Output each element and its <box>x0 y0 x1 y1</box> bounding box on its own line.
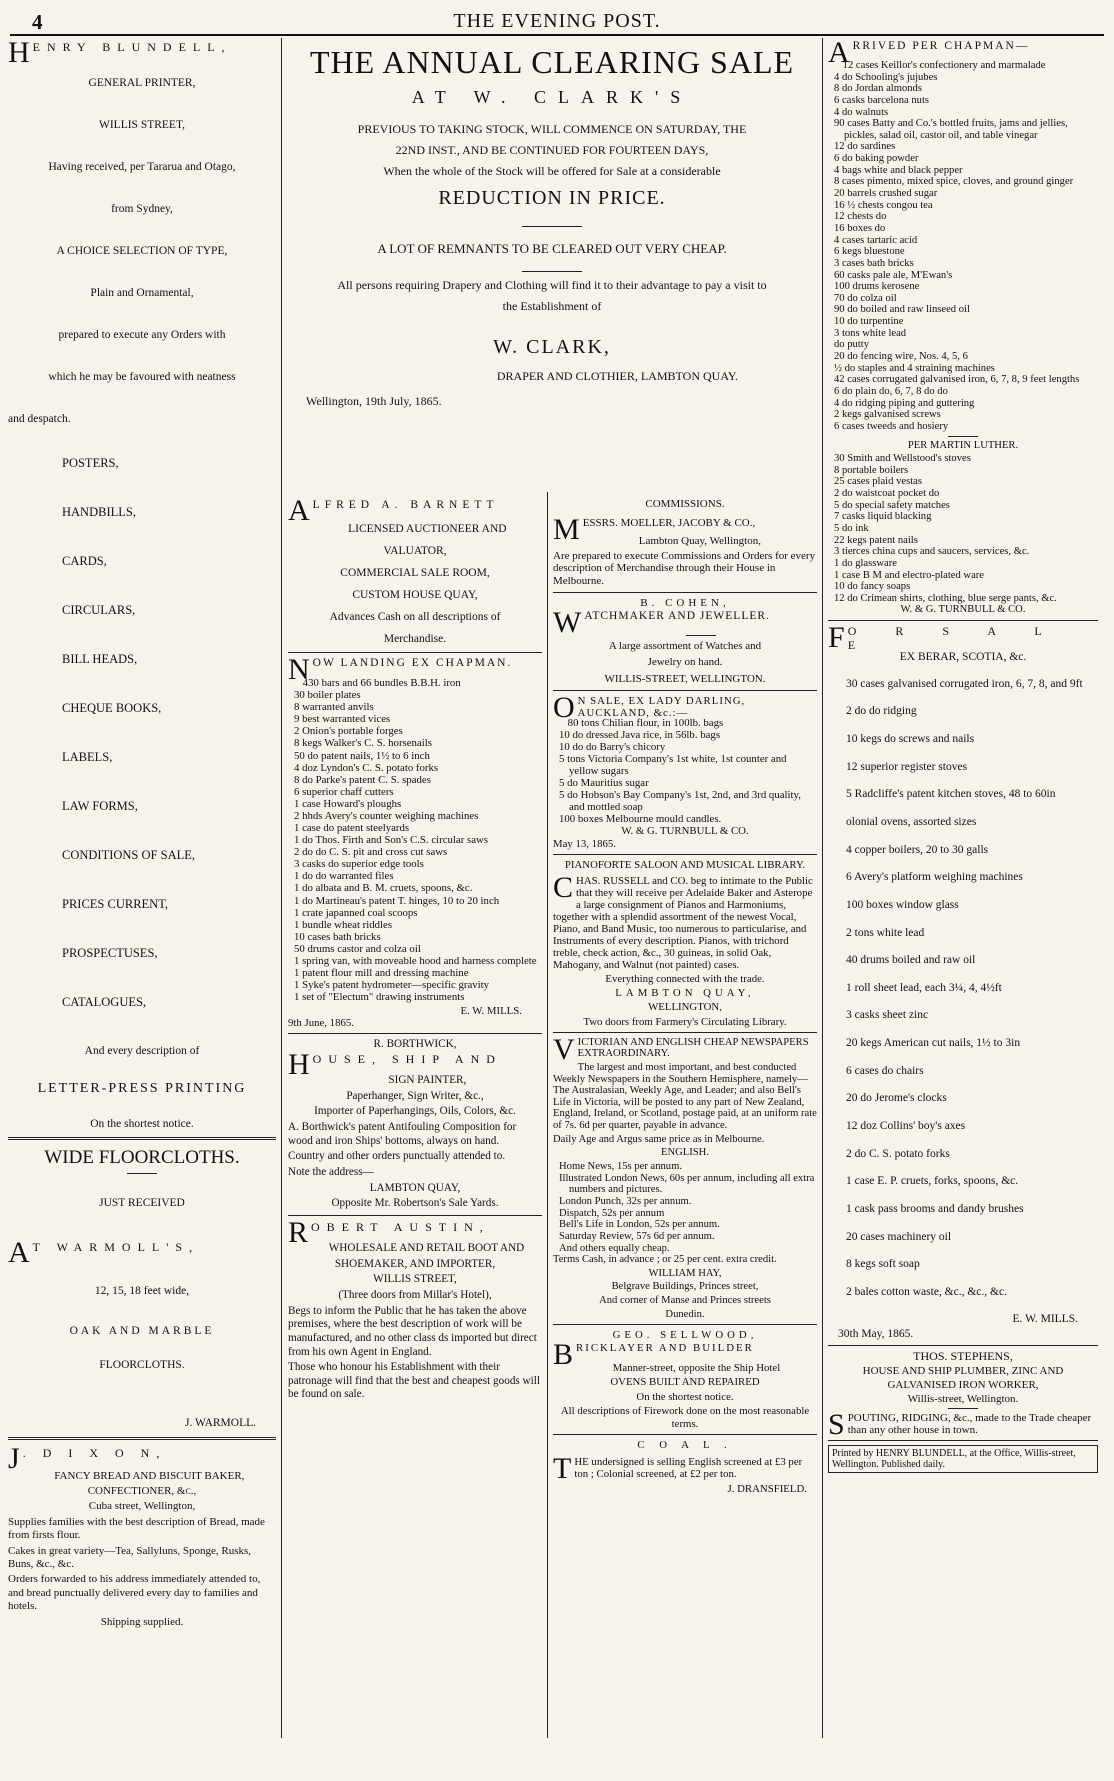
ad-line: Two doors from Farmery's Circulating Library. <box>583 1015 787 1028</box>
ad-line: VALUATOR, <box>383 545 447 558</box>
list-item: 2 hhds Avery's counter weighing machines <box>294 809 479 822</box>
ad-line: OAK AND MARBLE <box>69 1325 215 1338</box>
list-item: 90 cases Batty and Co.'s bottled fruits, jams and jellies, pickles, salad oil, castor oil, and table vinegar <box>834 118 1068 141</box>
list-item: 4 cases tartaric acid <box>834 234 918 246</box>
list-item: 1 set of "Electum" drawing instruments <box>294 991 465 1004</box>
ad-line: (Three doors from Millar's Hotel), <box>338 1288 492 1301</box>
list-item: 1 case E. P. cruets, forks, spoons, &c. <box>846 1175 1019 1188</box>
blundell-ad <box>8 40 276 1131</box>
list-item: 4 do Schooling's jujubes <box>834 71 938 83</box>
list-item: London Punch, 32s per annum. <box>559 1195 692 1207</box>
ad-heading: THE ANNUAL CLEARING SALE <box>309 44 795 80</box>
list-item: 6 Avery's platform weighing machines <box>846 871 1023 884</box>
list-item: 1 bundle wheat riddles <box>294 918 393 931</box>
list-item: 8 kegs soft soap <box>846 1258 920 1271</box>
list-item: 100 boxes window glass <box>846 898 959 911</box>
drop-cap: A <box>8 1236 30 1270</box>
list-item: 40 drums boiled and raw oil <box>846 954 976 967</box>
ad-line: WHOLESALE AND RETAIL BOOT AND <box>328 1241 525 1254</box>
list-item: 12 do Crimean shirts, clothing, blue serge pants, &c. <box>834 592 1057 604</box>
advertiser-name: RICKLAYER AND BUILDER <box>576 1341 754 1354</box>
advertiser-name: ENRY BLUNDELL, <box>32 40 232 54</box>
list-item: 10 do do Barry's chicory <box>559 740 666 753</box>
list-item: CATALOGUES, <box>62 995 147 1010</box>
list-item: 5 do ink <box>834 522 869 534</box>
ad-line: Opposite Mr. Robertson's Sale Yards. <box>331 1197 499 1210</box>
list-item: 20 cases machinery oil <box>846 1230 952 1243</box>
list-item: 4 do walnuts <box>834 106 889 118</box>
list-item: CHEQUE BOOKS, <box>62 701 162 716</box>
list-item: 10 do fancy soaps <box>834 581 911 593</box>
drop-cap: O <box>553 690 575 724</box>
forsale-items-list <box>828 678 1098 1299</box>
arrived-ad <box>828 40 1098 616</box>
list-item: 12 doz Collins' boy's axes <box>846 1120 966 1132</box>
pianoforte-ad <box>553 859 817 1028</box>
ad-line: And corner of Manse and Princes streets <box>599 1295 771 1307</box>
list-item: 50 drums castor and colza oil <box>294 942 421 955</box>
ad-line: WELLINGTON, <box>648 1001 722 1014</box>
list-item: 80 tons Chilian flour, in 100lb. bags <box>567 716 724 729</box>
ad-line: Importer of Paperhangings, Oils, Colors, &c. <box>314 1105 516 1118</box>
list-item: Home News, 15s per annum. <box>559 1161 682 1173</box>
ad-subheading: EX BERAR, SCOTIA, &c. <box>899 651 1027 664</box>
advertiser-name: OUSE, SHIP AND <box>312 1052 502 1067</box>
ad-line: On the shortest notice. <box>90 1118 194 1131</box>
printer-imprint: Printed by HENRY BLUNDELL, at the Office, Willis-street, Wellington. Published daily. <box>828 1445 1098 1473</box>
ad-signature: E. W. MILLS. <box>460 1005 522 1018</box>
list-item: 1 Syke's patent hydrometer—specific gravity <box>294 979 490 992</box>
ad-line: A large assortment of Watches and <box>608 639 762 652</box>
cohen-ad <box>553 597 817 686</box>
list-item: 8 cases pimento, mixed spice, cloves, and ground ginger <box>834 176 1074 188</box>
ad-line: CONFECTIONER, &c., <box>87 1484 197 1497</box>
list-item: ½ do staples and 4 straining machines <box>834 362 995 374</box>
ad-line: Note the address— <box>288 1165 374 1178</box>
drop-cap: F <box>828 621 845 655</box>
list-item: PRICES CURRENT, <box>62 897 169 912</box>
list-item: 30 boiler plates <box>294 689 361 702</box>
list-item: 10 kegs do screws and nails <box>846 733 975 746</box>
list-item: 12 cases Keillor's confectionery and marmalade <box>842 60 1046 71</box>
clearing-sale-ad <box>286 40 818 488</box>
list-item: 1 do Martineau's patent T. hinges, 10 to 20 inch <box>294 894 500 907</box>
ad-date: Wellington, 19th July, 1865. <box>306 394 442 408</box>
ad-line: Shipping supplied. <box>100 1615 184 1628</box>
ad-line: COMMERCIAL SALE ROOM, <box>340 567 490 580</box>
list-item: CONDITIONS OF SALE, <box>62 848 195 863</box>
column-rule <box>822 38 823 1738</box>
column-rule <box>547 492 548 1738</box>
list-item: 12 chests do <box>834 211 887 223</box>
ad-signature: W. CLARK, <box>493 336 611 358</box>
arrived-items-list <box>828 60 1098 433</box>
ad-body: HAS. RUSSELL and CO. beg to intimate to the Public that they will receive per Adelaide Baker and Asterope a large consignment of Pianos and Harmoniums, together with a splendid assortment of the newest Vocal, Piano, and Band Music, too numerous to particularise, and Instruments of every description. Pianos, with trichord treble, check action, &c., 30 guineas, in solid Oak, Mahogany, and Walnut (not painted) cases. <box>553 874 813 972</box>
ad-heading: OW LANDING EX CHAPMAN. <box>312 657 513 670</box>
drop-cap: R <box>288 1215 309 1249</box>
ad-line: the Establishment of <box>502 299 602 313</box>
list-item: POSTERS, <box>62 456 119 471</box>
list-item: 100 drums kerosene <box>834 281 920 293</box>
column-4 <box>828 40 1098 1740</box>
drop-cap: J <box>8 1441 20 1475</box>
list-item: 1 do do warranted files <box>294 870 394 883</box>
list-item: 1 case Howard's ploughs <box>294 797 402 810</box>
ad-line: which he may be favoured with neatness <box>48 371 236 384</box>
list-item: 1 do albata and B. M. cruets, spoons, &c. <box>294 882 473 895</box>
list-item: 4 bags white and black pepper <box>834 164 963 176</box>
list-item: BILL HEADS, <box>62 652 138 667</box>
list-item: 30 Smith and Wellstood's stoves <box>834 453 971 465</box>
list-item: 6 cases tweeds and hosiery <box>834 420 949 432</box>
list-item: LABELS, <box>62 750 113 765</box>
list-item: 3 tierces china cups and saucers, services, &c. <box>834 546 1030 558</box>
ad-heading: COMMISSIONS. <box>645 498 725 510</box>
column-2 <box>288 498 542 1738</box>
ad-line: Everything connected with the trade. <box>605 973 765 986</box>
list-item: 3 cases bath bricks <box>834 257 914 269</box>
ad-heading: N SALE, EX LADY DARLING, AUCKLAND, &c.:— <box>577 694 746 719</box>
ad-heading: GEO. SELLWOOD, <box>612 1329 758 1342</box>
newspapers-ad <box>553 1032 817 1321</box>
list-item: Saturday Review, 57s 6d per annum. <box>559 1230 715 1242</box>
list-item: 1 case B M and electro-plated ware <box>834 569 985 581</box>
list-item: 1 spring van, with moveable hood and harness complete <box>294 954 537 967</box>
ad-signature: W. & G. TURNBULL & CO. <box>900 604 1026 616</box>
ad-line: Lambton Quay, Wellington, <box>638 534 761 547</box>
list-item: 1 do Thos. Firth and Son's C.S. circular saws <box>294 834 488 847</box>
ad-line: FLOORCLOTHS. <box>99 1359 185 1372</box>
drop-cap: H <box>288 1048 310 1082</box>
luther-items-list <box>828 453 1098 604</box>
list-item: 12 superior register stoves <box>846 760 968 773</box>
list-item: 4 doz Lyndon's C. S. potato forks <box>294 761 439 774</box>
ad-line: Cakes in great variety—Tea, Sallyluns, Sponge, Rusks, Buns, &c., &c. <box>8 1544 252 1570</box>
borthwick-ad <box>288 1038 542 1211</box>
ad-line: JUST RECEIVED <box>99 1197 185 1210</box>
list-item: LAW FORMS, <box>62 799 138 814</box>
ad-heading: PIANOFORTE SALOON AND MUSICAL LIBRARY. <box>564 858 806 871</box>
list-item: 8 warranted anvils <box>294 701 374 714</box>
list-item: 3 casks sheet zinc <box>846 1009 929 1022</box>
commissions-ad <box>553 498 817 588</box>
list-item: 8 do Jordan almonds <box>834 83 922 95</box>
list-item: 2 do do C. S. pit and cross cut saws <box>294 846 448 859</box>
ad-heading: R. BORTHWICK, <box>373 1038 457 1051</box>
list-item: 430 bars and 66 bundles B.B.H. iron <box>302 677 461 690</box>
ad-signature: E. W. MILLS. <box>1012 1313 1078 1326</box>
list-item: 8 kegs Walker's C. S. horsenails <box>294 737 432 750</box>
dixon-ad <box>8 1441 276 1629</box>
list-item: 50 do patent nails, 1½ to 6 inch <box>294 749 430 762</box>
list-item: 8 do Parke's patent C. S. spades <box>294 773 431 786</box>
ad-line: LICENSED AUCTIONEER AND <box>348 523 507 535</box>
ad-signature: W. & G. TURNBULL & CO. <box>621 825 749 838</box>
ad-line: Orders forwarded to his address immediately attended to, and bread punctually delivered every day to families and hotels. <box>8 1573 261 1613</box>
ad-heading: ICTORIAN AND ENGLISH CHEAP NEWSPAPERS EXTRAORDINARY. <box>577 1036 809 1060</box>
drop-cap: M <box>553 512 580 546</box>
ad-line: 12, 15, 18 feet wide, <box>94 1285 190 1298</box>
list-item: 6 casks barcelona nuts <box>834 94 930 106</box>
drop-cap: C <box>553 870 574 904</box>
ad-heading: THOS. STEPHENS, <box>913 1348 1013 1363</box>
barnett-ad <box>288 498 542 646</box>
list-item: 1 cask pass brooms and dandy brushes <box>846 1202 1024 1215</box>
ad-line: A CHOICE SELECTION OF TYPE, <box>56 245 228 258</box>
ad-line: Jewelry on hand. <box>647 656 723 669</box>
list-item: 5 Radcliffe's patent kitchen stoves, 48 to 60in <box>846 788 1056 801</box>
stephens-ad <box>828 1348 1098 1442</box>
ad-heading: B. COHEN, <box>640 596 730 609</box>
ad-subheading: ENGLISH. <box>661 1147 709 1159</box>
landing-items-list <box>288 677 542 1003</box>
ad-heading: WIDE FLOORCLOTHS. <box>44 1147 240 1169</box>
ad-line: prepared to execute any Orders with <box>58 329 226 342</box>
list-item: 5 do Hobson's Bay Company's 1st, 2nd, and 3rd quality, and mottled soap <box>559 789 801 814</box>
ad-date: May 13, 1865. <box>553 837 616 850</box>
list-item: 1 do glassware <box>834 557 897 569</box>
list-item: 2 do C. S. potato forks <box>846 1147 950 1160</box>
drop-cap: S <box>828 1408 845 1442</box>
forsale-ad <box>828 621 1098 1341</box>
list-item: 4 copper boilers, 20 to 30 galls <box>846 843 989 856</box>
ad-signature: WILLIAM HAY, <box>648 1267 722 1279</box>
list-item: 8 portable boilers <box>834 464 909 476</box>
list-item: olonial ovens, assorted sizes <box>846 815 977 828</box>
list-item: 3 tons white lead <box>834 327 907 339</box>
list-item: 10 do turpentine <box>834 316 904 328</box>
ad-line: OVENS BUILT AND REPAIRED <box>610 1376 760 1389</box>
ad-line: Cuba street, Wellington, <box>88 1500 196 1513</box>
ad-line: LAMBTON QUAY, <box>615 987 755 1000</box>
ad-line: CUSTOM HOUSE QUAY, <box>352 589 478 602</box>
ad-line: Advances Cash on all descriptions of <box>329 611 501 624</box>
ad-heading: RRIVED PER CHAPMAN— <box>852 40 1030 52</box>
column-rule <box>281 38 282 1738</box>
drop-cap: T <box>553 1451 572 1485</box>
list-item: 25 cases plaid vestas <box>834 476 922 488</box>
list-item: 42 cases corrugated galvanised iron, 6, 7, 8, 9 feet lengths <box>834 374 1080 386</box>
ad-line: 22ND INST., AND BE CONTINUED FOR FOURTEEN DAYS, <box>395 143 709 157</box>
drop-cap: V <box>553 1032 575 1066</box>
list-item: 10 cases bath bricks <box>294 930 381 943</box>
ad-line: Plain and Ornamental, <box>90 287 194 300</box>
list-item: Dispatch, 52s per annum <box>559 1207 665 1219</box>
list-item: CARDS, <box>62 554 107 569</box>
ad-line: A. Borthwick's patent Antifouling Composition for wood and iron Ships' bottoms, always on hand. <box>288 1120 517 1147</box>
masthead <box>10 6 1104 36</box>
ad-line: from Sydney, <box>111 203 173 216</box>
ad-line: WILLIS STREET, <box>373 1273 457 1286</box>
ad-line: Dunedin. <box>665 1308 705 1320</box>
list-item: 3 casks do superior edge tools <box>294 858 424 871</box>
list-item: do putty <box>834 339 870 351</box>
newspapers-list <box>553 1161 817 1254</box>
advertiser-name: . D I X O N, <box>22 1445 167 1460</box>
ad-heading: REDUCTION IN PRICE. <box>438 187 666 209</box>
ad-line: And every description of <box>84 1045 200 1058</box>
drop-cap: W <box>553 605 582 639</box>
list-item: 10 do dressed Java rice, in 56lb. bags <box>559 728 721 741</box>
list-item: HANDBILLS, <box>62 505 136 520</box>
ad-heading: LETTER-PRESS PRINTING <box>37 1081 247 1097</box>
list-item: 16 ½ chests congou tea <box>834 199 933 211</box>
ad-line: T WARMOLL'S, <box>32 1240 200 1255</box>
list-item: 2 do do ridging <box>846 705 917 718</box>
ad-line: On the shortest notice. <box>636 1390 734 1403</box>
list-item: 6 do plain do, 6, 7, 8 do do <box>834 385 948 397</box>
list-item: 1 roll sheet lead, each 3¼, 4, 4½ft <box>846 981 1002 994</box>
list-item: 1 crate japanned coal scoops <box>294 906 418 919</box>
ad-line: Manner-street, opposite the Ship Hotel <box>612 1361 781 1374</box>
list-item: 20 barrels crushed sugar <box>834 188 938 200</box>
list-item: 1 case do patent steelyards <box>294 822 410 835</box>
ad-line: Paperhanger, Sign Writer, &c., <box>346 1089 484 1102</box>
column-1 <box>8 40 276 1740</box>
list-item: 9 best warranted vices <box>294 713 391 726</box>
sellwood-ad <box>553 1329 817 1430</box>
list-item: 6 superior chaff cutters <box>294 785 394 798</box>
ad-line: A LOT OF REMNANTS TO BE CLEARED OUT VERY CHEAP. <box>377 241 727 256</box>
list-item: 70 do colza oil <box>834 292 897 304</box>
ad-line: Supplies families with the best description of Bread, made from firsts flour. <box>8 1515 265 1542</box>
ad-line: HOUSE AND SHIP PLUMBER, ZINC AND <box>862 1364 1064 1377</box>
list-item: 60 casks pale ale, M'Ewan's <box>834 269 953 281</box>
ad-body: HE undersigned is selling English screened at £3 per ton ; Colonial screened, at £2 per ton. <box>574 1455 803 1481</box>
list-item: Illustrated London News, 60s per annum, including all extra numbers and pictures. <box>559 1172 815 1196</box>
list-item: And others equally cheap. <box>559 1242 670 1254</box>
ad-body: Terms Cash, in advance ; or 25 per cent. extra credit. <box>553 1254 777 1266</box>
list-item: PROSPECTUSES, <box>62 946 158 961</box>
list-item: 2 kegs galvanised screws <box>834 409 941 421</box>
austin-ad <box>288 1215 542 1402</box>
newspaper-title: THE EVENING POST. <box>453 10 661 32</box>
list-item: 4 do ridging piping and guttering <box>834 397 975 409</box>
list-item: 22 kegs patent nails <box>834 534 918 546</box>
drop-cap: B <box>553 1337 574 1371</box>
ad-signature: J. DRANSFIELD. <box>727 1483 807 1495</box>
list-item: 20 do Jerome's clocks <box>846 1092 947 1105</box>
ad-line: DRAPER AND CLOTHIER, LAMBTON QUAY. <box>496 369 738 383</box>
list-item: 6 cases do chairs <box>846 1064 924 1077</box>
ad-date: 30th May, 1865. <box>838 1328 914 1341</box>
ad-heading: C O A L . <box>637 1439 733 1452</box>
ad-body: Daily Age and Argus same price as in Melbourne. <box>553 1133 765 1145</box>
onsale-items-list <box>553 717 817 826</box>
list-item: 20 kegs American cut nails, 1½ to 3in <box>846 1037 1021 1050</box>
coal-ad <box>553 1439 817 1495</box>
ad-line: and despatch. <box>8 413 71 426</box>
ad-line: Those who honour his Establishment with their patronage will find that the best and cheapest goods will be found on sale. <box>288 1361 540 1401</box>
list-item: 2 tons white lead <box>846 926 925 939</box>
ad-line: Willis-street, Wellington. <box>907 1393 1019 1406</box>
ad-line: Country and other orders punctually attended to. <box>288 1150 506 1163</box>
column-3 <box>553 498 817 1738</box>
advertiser-name: OBERT AUSTIN, <box>311 1219 490 1234</box>
list-item: CIRCULARS, <box>62 603 136 618</box>
list-item: 6 do baking powder <box>834 153 919 165</box>
ad-line: GALVANISED IRON WORKER, <box>887 1379 1039 1392</box>
list-item: 6 kegs bluestone <box>834 246 905 258</box>
printing-products-list <box>8 456 276 1044</box>
ad-line: When the whole of the Stock will be offered for Sale at a considerable <box>383 164 721 178</box>
list-item: 100 boxes Melbourne mould candles. <box>559 813 722 826</box>
advertiser-name: ATCHMAKER AND JEWELLER. <box>584 609 770 622</box>
ad-line: All persons requiring Drapery and Clothing will find it to their advantage to pay a visit to <box>337 278 767 292</box>
ad-line: Are prepared to execute Commissions and Orders for every description of Merchandise through their House in Melbourne. <box>553 549 816 587</box>
list-item: 5 do special safety matches <box>834 499 950 511</box>
list-item: 2 Onion's portable forges <box>294 725 403 738</box>
ad-line: WILLIS-STREET, WELLINGTON. <box>604 673 766 685</box>
ad-subheading: PER MARTIN LUTHER. <box>907 439 1019 451</box>
ad-body: The largest and most important, and best conducted Weekly Newspapers in the Southern Hemisphere, namely—The Australasian, Weekly Age, and Leader; and also Bell's Life in Victoria, will be posted to any part of New Zealand, England, Ireland, or Scotland, postage paid, at an uniform rate of 7s. 6d per quarter, payable in advance. <box>553 1061 817 1132</box>
list-item: 5 tons Victoria Company's 1st white, 1st counter and yellow sugars <box>559 752 787 778</box>
list-item: Bell's Life in London, 52s per annum. <box>559 1219 720 1231</box>
ad-line: All descriptions of Firework done on the most reasonable terms. <box>560 1405 810 1430</box>
landing-ad <box>288 653 542 1030</box>
ad-line: SIGN PAINTER, <box>388 1074 467 1087</box>
list-item: 2 do waistcoat pocket do <box>834 488 940 500</box>
advertiser-name: LFRED A. BARNETT <box>312 499 499 511</box>
list-item: 1 patent flour mill and dressing machine <box>294 966 469 979</box>
ad-line: Having received, per Tararua and Otago, <box>48 161 236 174</box>
drop-cap: A <box>828 40 850 69</box>
ad-line: LAMBTON QUAY, <box>369 1181 461 1194</box>
list-item: 7 casks liquid blacking <box>834 511 932 523</box>
ad-line: Begs to inform the Public that he has taken the above premises, where the best description of work will be manufactured, and no other class ds imported but direct from his own Agent in England. <box>288 1304 537 1358</box>
list-item: 5 do Mauritius sugar <box>559 777 649 790</box>
floorcloths-ad <box>8 1146 276 1430</box>
list-item: 90 do boiled and raw linseed oil <box>834 304 970 316</box>
list-item: 2 bales cotton waste, &c., &c., &c. <box>846 1285 1007 1298</box>
ad-line: SHOEMAKER, AND IMPORTER, <box>334 1257 496 1270</box>
list-item: 30 cases galvanised corrugated iron, 6, 7, 8, and 9ft <box>846 677 1083 690</box>
ad-subheading: AT W. CLARK'S <box>411 87 693 107</box>
ad-line: Belgrave Buildings, Princes street, <box>611 1281 759 1293</box>
ad-date: 9th June, 1865. <box>288 1017 354 1030</box>
ad-line: Merchandise. <box>383 633 447 646</box>
ad-line: WILLIS STREET, <box>98 119 186 132</box>
ad-line: FANCY BREAD AND BISCUIT BAKER, <box>54 1469 245 1482</box>
list-item: 20 do fencing wire, Nos. 4, 5, 6 <box>834 351 968 363</box>
ad-line: PREVIOUS TO TAKING STOCK, WILL COMMENCE ON SATURDAY, THE <box>357 122 747 136</box>
advertiser-name: ESSRS. MOELLER, JACOBY & CO., <box>582 516 756 529</box>
drop-cap: A <box>288 498 310 527</box>
list-item: 16 boxes do <box>834 222 886 234</box>
drop-cap: H <box>8 40 30 69</box>
drop-cap: N <box>288 653 310 687</box>
ad-heading: O R S A L E <box>847 624 1060 652</box>
ad-signature: J. WARMOLL. <box>184 1417 256 1430</box>
onsale-ad <box>553 690 817 850</box>
ad-body: POUTING, RIDGING, &c., made to the Trade cheaper than any other house in town. <box>847 1412 1092 1437</box>
page-number: 4 <box>32 10 43 34</box>
ad-line: GENERAL PRINTER, <box>88 77 196 89</box>
list-item: 12 do sardines <box>834 141 896 153</box>
